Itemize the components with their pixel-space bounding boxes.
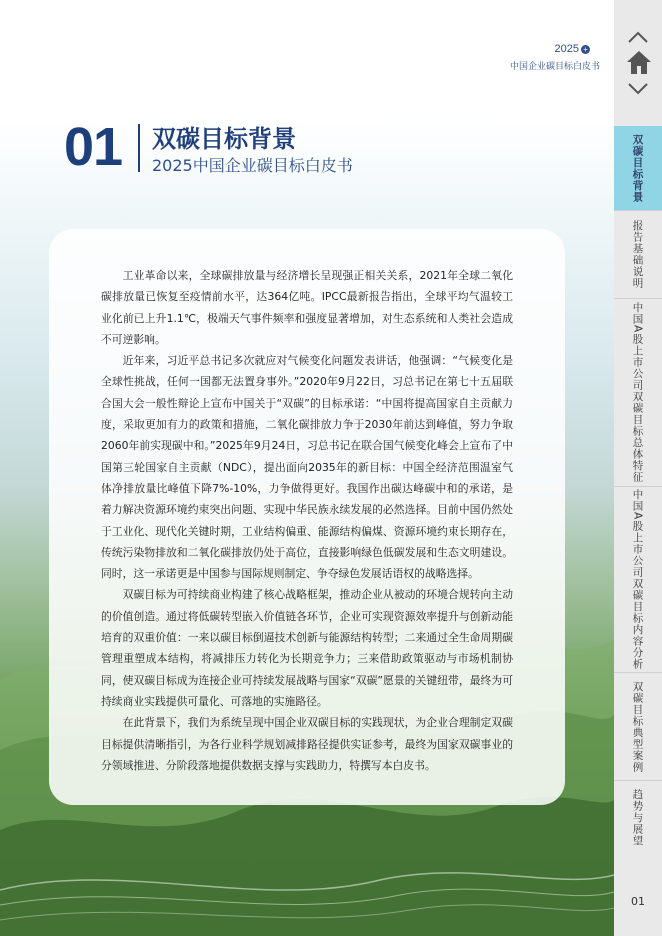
chapter-title: 双碳目标背景 — [152, 125, 296, 153]
paragraph-2: 近年来，习近平总书记多次就应对气候变化问题发表讲话，他强调：“气候变化是全球性挑战，任何一国都无法置身事外。”2020年9月22日，习总书记在第七十五届联合国大会一般性辩论上宣布中国关于“双碳”的目标承诺：“中国将提高国家自主贡献力度，采取更加有力的政策和措施，二氧化碳排放力争于2030年前达到峰值，努力争取2060年前实现碳中和。”2025年9月24日，习总书记在联合国气候变化峰会上宣布了中国第三轮国家自主贡献（NDC），提出面向2035年的新目标：中国全经济范围温室气体净排放量比峰值下降7%-10%，力争做得更好。我国作出碳达峰碳中和的承诺，是着力解决资源环境约束突出问题、实现中华民族永续发展的必然选择。目前中国仍然处于工业化、现代化关键时期，工业结构偏重、能源结构偏煤、资源环境约束长期存在，传统污染物排放和二氧化碳排放仍处于高位，直接影响绿色低碳发展和生态文明建设。同时，这一承诺更是中国参与国际规则制定、争夺绿色发展话语权的战略选择。 — [101, 354, 513, 581]
home-icon[interactable] — [626, 49, 652, 75]
nav-item-background[interactable] — [614, 126, 662, 210]
chapter-divider — [138, 124, 140, 172]
text-card — [49, 229, 565, 805]
paragraph-4: 在此背景下，我们为系统呈现中国企业双碳目标的实践现状，为企业合理制定双碳目标提供清晰指引，为各行业科学规划减排路径提供实证参考，最终为国家双碳事业的分领域推进、分阶段落地提供数据支撑与实践助力，特撰写本白皮书。 — [101, 716, 513, 772]
nav-item-typical-cases[interactable] — [614, 672, 662, 780]
paragraph-1: 工业革命以来，全球碳排放量与经济增长呈现强正相关关系，2021年全球二氧化碳排放量已恢复至疫情前水平，达364亿吨。IPCC最新报告指出，全球平均气温较工业化前已上升1.1℃，极端天气事件频率和强度显著增加，对生态系统和人类社会造成不可逆影响。 — [101, 269, 513, 346]
nav-item-label: 中国A股上市公司双碳目标总体特征 — [631, 302, 644, 483]
chapter-number: 01 — [64, 117, 123, 177]
header-subtitle: 中国企业碳目标白皮书 — [509, 62, 600, 72]
side-navigation — [614, 0, 662, 936]
nav-controls — [614, 0, 662, 126]
nav-item-label: 报告基础说明 — [631, 220, 644, 289]
header-year-text: 2025 — [554, 43, 579, 55]
nav-item-label: 趋势与展望 — [631, 788, 644, 847]
nav-item-report-basis[interactable] — [614, 210, 662, 298]
nav-item-label: 中国A股上市公司双碳目标内容分析 — [631, 489, 644, 670]
chevron-up-icon[interactable] — [626, 30, 650, 44]
header-year — [555, 43, 590, 55]
chevron-down-icon[interactable] — [626, 82, 650, 96]
nav-item-content-analysis[interactable] — [614, 486, 662, 672]
chapter-subtitle: 2025中国企业碳目标白皮书 — [152, 156, 353, 175]
page-number: 01 — [631, 895, 645, 908]
nav-item-overall-features[interactable] — [614, 298, 662, 486]
plus-icon: + — [581, 45, 590, 54]
body-text — [101, 265, 513, 776]
nav-item-label: 双碳目标背景 — [631, 133, 644, 203]
paragraph-3: 双碳目标为可持续商业构建了核心战略框架，推动企业从被动的环境合规转向主动的价值创造。通过将低碳转型嵌入价值链各环节，企业可实现资源效率提升与创新动能培育的双重价值：一来以碳目标倒逼技术创新与能源结构转型；二来通过全生命周期碳管理重塑成本结构，将减排压力转化为长期竞争力；三来借助政策驱动与市场机制协同，使双碳目标成为连接企业可持续发展战略与国家“双碳”愿景的关键纽带，最终为可持续商业实践提供可量化、可落地的实施路径。 — [101, 588, 513, 708]
nav-item-label: 双碳目标典型案例 — [631, 680, 644, 773]
nav-item-trends[interactable] — [614, 780, 662, 854]
